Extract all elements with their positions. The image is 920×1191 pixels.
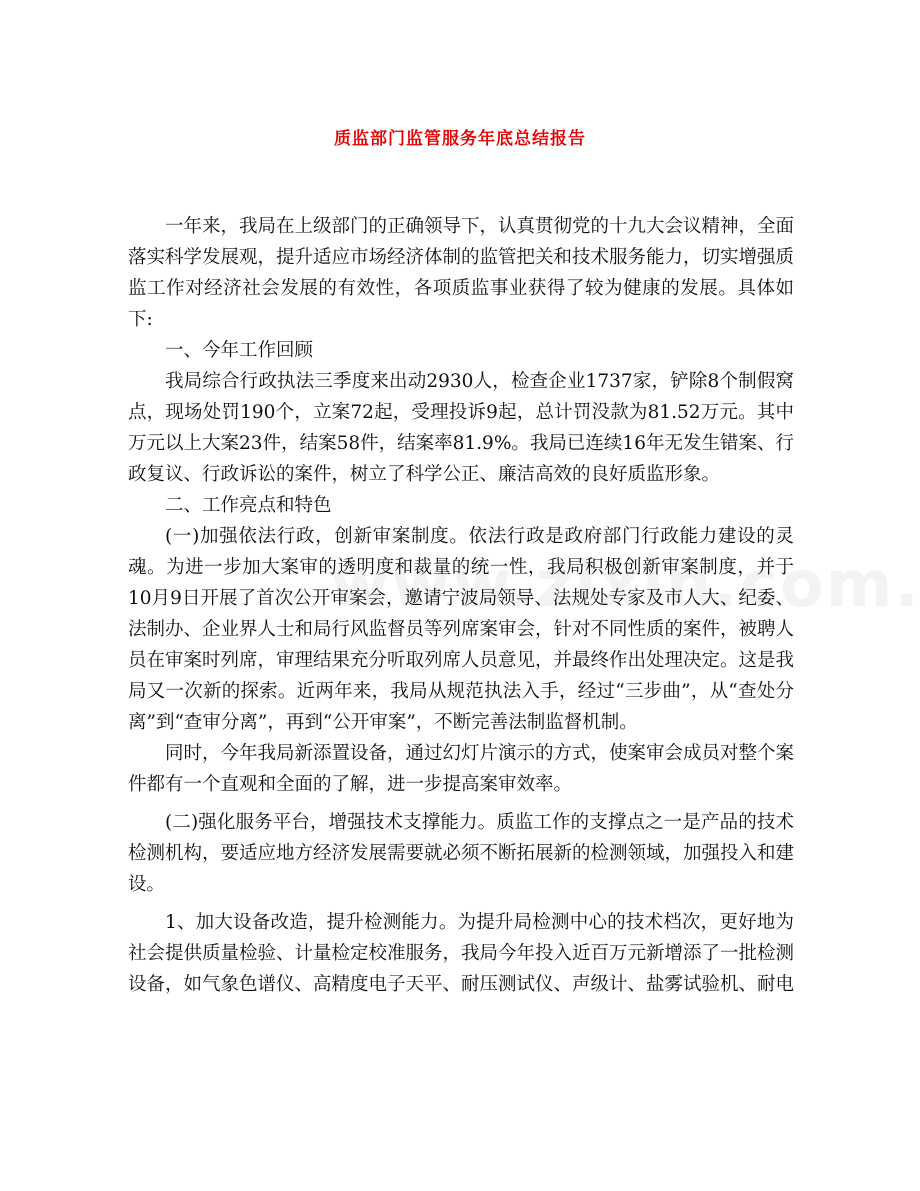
document-title: 质监部门监管服务年底总结报告: [334, 129, 586, 149]
paragraph-service-platform: (二)强化服务平台，增强技术支撑能力。质监工作的支撑点之一是产品的技术检测机构，要适应地方经济发展需要就必须不断拓展新的检测领域，加强投入和建设。: [128, 812, 795, 895]
paragraph-case-review: (一)加强依法行政，创新审案制度。依法行政是政府部门行政能力建设的灵魂。为进一步加大案审的透明度和裁量的统一性，我局积极创新审案制度，并于10月9日开展了首次公开审案会，邀请宁波局领导、法规处专家及市人大、纪委、法制办、企业界人士和局行风监督员等列席案审会，针对不同性质的案件，被聘人员在审案时列席，审理结果充分听取列席人员意见，并最终作出处理决定。这是我局又一次新的探索。近两年来，我局从规范执法入手，经过“三步曲”，从“查处分离”到“查审分离”，再到“公开审案”，不断完善法制监督机制。: [128, 526, 795, 733]
paragraph-review: 我局综合行政执法三季度来出动2930人，检查企业1737家，铲除8个制假窝点，现场处罚190个，立案72起，受理投诉9起，总计罚没款为81.52万元。其中万元以上大案23件，结案58件，结案率81.9%。我局已连续16年无发生错案、行政复议、行政诉讼的案件，树立了科学公正、廉洁高效的良好质监形象。: [128, 371, 794, 485]
paragraph-intro: 一年来，我局在上级部门的正确领导下，认真贯彻党的十九大会议精神，全面落实科学发展观，提升适应市场经济体制的监管把关和技术服务能力，切实增强质监工作对经济社会发展的有效性，各项质监事业获得了较为健康的发展。具体如下:: [128, 216, 795, 330]
section-heading-highlights: 二、工作亮点和特色: [165, 495, 332, 516]
document-body: [128, 211, 794, 1000]
paragraph-equipment: 同时，今年我局新添置设备，通过幻灯片演示的方式，使案审会成员对整个案件都有一个直观和全面的了解，进一步提高案审效率。: [128, 743, 795, 795]
paragraph-device-upgrade: 1、加大设备改造，提升检测能力。为提升局检测中心的技术档次，更好地为社会提供质量检验、计量检定校准服务，我局今年投入近百万元新增添了一批检测设备，如气象色谱仪、高精度电子天平、耐压测试仪、声级计、盐雾试验机、耐电: [128, 912, 795, 995]
section-heading-review: 一、今年工作回顾: [165, 340, 314, 361]
